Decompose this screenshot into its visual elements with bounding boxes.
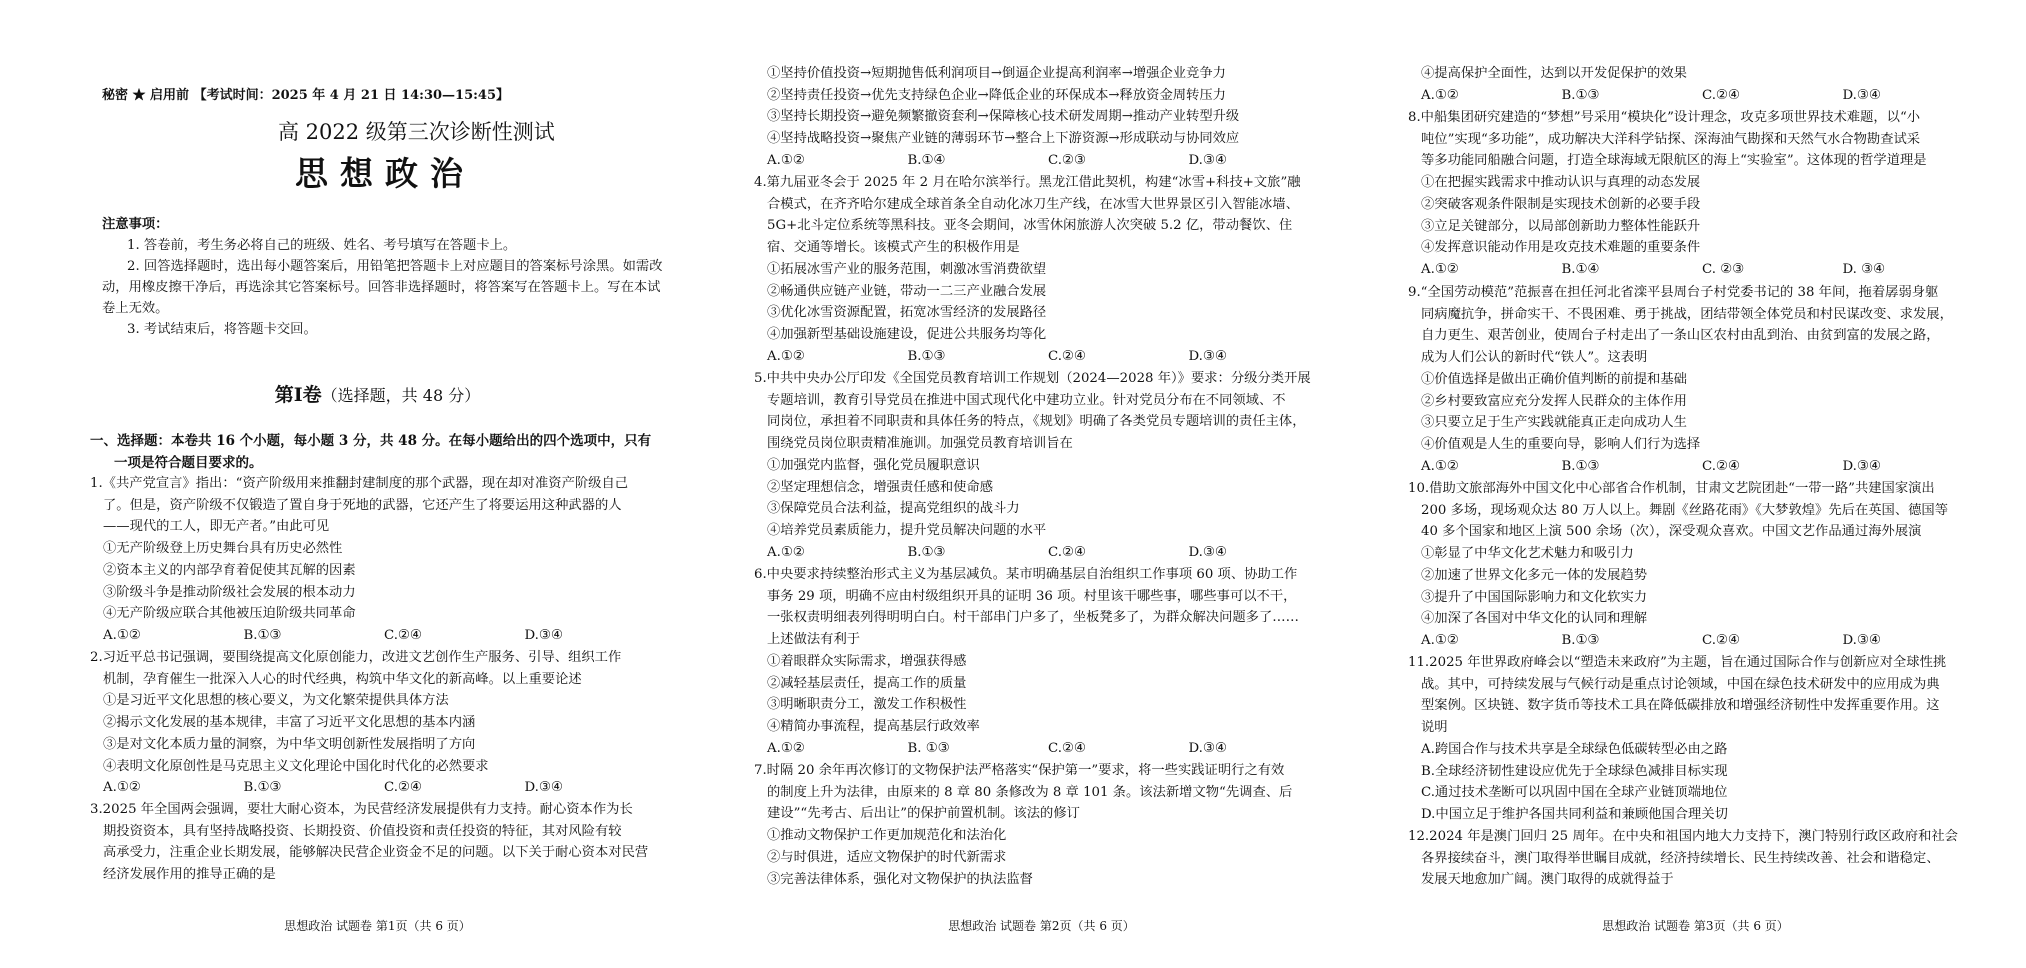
question-stem: 6.中央要求持续整治形式主义为基层减负。某市明确基层自治组织工作事项 60 项、协助工作 [754,567,1298,582]
notice-item: 1. 答卷前，考生务必将自己的班级、姓名、考号填写在答题卡上。 [127,238,517,253]
statement-item: ②突破客观条件限制是实现技术创新的必要手段 [1421,196,1701,212]
statement-item: ②坚持责任投资→优先支持绿色企业→降低企业的环保成本→释放资金周转压力 [767,87,1226,103]
question-stem: 事务 29 项，明确不应由村级组织开具的证明 36 项。村里该干哪些事，哪些事可以不干， [767,588,1297,604]
question-stem: 7.时隔 20 余年再次修订的文物保护法严格落实“保护第一”要求，将一些实践证明行之有效 [754,763,1285,778]
question-stem: 上述做法有利于 [767,632,861,648]
statement-item: ②加速了世界文化多元一体的发展趋势 [1421,567,1648,583]
question-3 [90,799,665,886]
question-12 [1408,826,1983,891]
option-d: D.③④ [524,780,563,796]
question-stem: 200 多场，现场观众达 80 万人以上。舞剧《丝路花雨》《大梦敦煌》先后在英国、德国等 [1421,502,1949,518]
option-c: C. ②③ [1702,261,1744,277]
answer-options [754,346,1329,368]
option-d: D.③④ [1188,152,1227,168]
question-stem: 4.第九届亚冬会于 2025 年 2 月在哈尔滨举行。黑龙江借此契机，构建“冰雪+科技+文旅”融 [754,175,1301,190]
option-d: D.③④ [1842,632,1881,648]
statement-item: ①是习近平文化思想的核心要义，为文化繁荣提供具体方法 [103,693,449,709]
exam-subtitle: 高 2022 级第三次诊断性测试 [278,120,555,144]
statement-item: ④价值观是人生的重要向导，影响人们行为选择 [1421,436,1701,452]
question-stem: 9.“全国劳动模范”范振喜在担任河北省滦平县周台子村党委书记的 38 年间，拖着孱弱身躯 [1408,285,1939,300]
statement-item: ①着眼群众实际需求，增强获得感 [767,653,967,669]
option-item: C.通过技术垄断可以巩固中国在全球产业链顶端地位 [1421,785,1728,801]
option-b: B.①④ [1561,261,1600,277]
statement-item: ②与时俱进，适应文物保护的时代新需求 [767,849,1007,865]
statement-item: ③是对文化本质力量的洞察，为中华文明创新性发展指明了方向 [103,736,476,752]
option-c: C.②④ [384,780,422,796]
question-stem: 11.2025 年世界政府峰会以“塑造未来政府”为主题，旨在通过国际合作与创新应对全球性挑 [1408,655,1947,670]
question-stem: 机制，孕育催生一批深入人心的时代经典，构筑中华文化的新高峰。以上重要论述 [103,671,582,687]
statement-item: ③坚持长期投资→避免频繁撤资套利→保障核心技术研发周期→推动产业转型升级 [767,109,1240,125]
option-d: D.③④ [1842,87,1881,103]
option-item: A.跨国合作与技术共享是全球绿色低碳转型必由之路 [1421,741,1728,757]
option-c: C.②③ [1048,152,1086,168]
question-7-continued [1408,63,1983,106]
option-b: B.①③ [243,627,282,643]
section-line: 一项是符合题目要求的。 [114,455,263,471]
statement-item: ②揭示文化发展的基本规律，丰富了习近平文化思想的基本内涵 [103,715,476,731]
statement-item: ④精简办事流程，提高基层行政效率 [767,718,980,734]
statement-item: ①拓展冰雪产业的服务范围，刺激冰雪消费欲望 [767,261,1047,277]
page-footer: 思想政治 试题卷 第2页（共 6 页） [948,919,1135,933]
option-a: A.①② [767,348,805,364]
question-stem: 期投资资本，具有坚持战略投资、长期投资、价值投资和责任投资的特征，其对风险有较 [103,823,622,839]
exam-page-2 [754,0,1329,968]
option-a: A.①② [1421,632,1459,648]
statement-item: ①在把握实践需求中推动认识与真理的动态发展 [1421,175,1701,191]
answer-options [1408,630,1983,652]
option-item: D.中国立足于维护各国共同利益和兼顾他国合理关切 [1421,806,1728,822]
exam-title: 思想政治 [295,154,475,193]
option-b: B.①③ [1561,632,1600,648]
statement-item: ④无产阶级应联合其他被压迫阶级共同革命 [103,606,356,622]
question-stem: 经济发展作用的推导正确的是 [103,867,276,883]
question-5 [754,368,1329,563]
question-stem: 一张权责明细表列得明明白白。村干部串门户多了，坐板凳多了，为群众解决问题多了…… [767,610,1299,626]
option-a: A.①② [767,152,805,168]
notice-item: 3. 考试结束后，将答题卡交回。 [127,322,317,337]
question-stem: 发展天地愈加广阔。澳门取得的成就得益于 [1421,872,1674,888]
question-11 [1408,652,1983,826]
question-6 [754,564,1329,759]
question-stem: 同岗位，承担着不同职责和具体任务的特点，《规划》明确了各类党员专题培训的责任主体， [767,414,1306,430]
page-footer: 思想政治 试题卷 第3页（共 6 页） [1602,919,1789,933]
answer-options [754,542,1329,564]
question-stem: ——现代的工人，即无产者。”由此可见 [103,519,330,535]
exam-page-1 [90,0,665,968]
option-d: D.③④ [1188,740,1227,756]
question-3-continued [754,63,1329,172]
statement-item: ①坚持价值投资→短期抛售低利润项目→倒逼企业提高利润率→增强企业竞争力 [767,66,1226,81]
answer-options [1408,85,1983,107]
statement-item: ②乡村要致富应充分发挥人民群众的主体作用 [1421,393,1687,409]
option-b: B.①③ [243,780,282,796]
option-d: D.③④ [1188,544,1227,560]
statement-item: ③提升了中国国际影响力和文化软实力 [1421,589,1648,605]
statement-item: ③阶级斗争是推动阶级社会发展的根本动力 [103,584,356,600]
question-stem: 等多功能同船融合问题，打造全球海域无限航区的海上“实验室”。这体现的哲学道理是 [1421,153,1927,169]
question-2 [90,647,665,799]
question-stem: 成为人们公认的新时代“铁人”。这表明 [1421,350,1648,366]
question-stem: 5.中共中央办公厅印发《全国党员教育培训工作规划（2024—2028 年）》要求：分级分类开展 [754,371,1311,386]
statement-item: ②减轻基层责任，提高工作的质量 [767,675,967,691]
notice-heading: 注意事项： [102,217,169,232]
statement-item: ①价值选择是做出正确价值判断的前提和基础 [1421,371,1687,387]
statement-item: ④加深了各国对中华文化的认同和理解 [1421,611,1648,627]
question-stem: 战。其中，可持续发展与气候行动是重点讨论领域，中国在绿色技术研发中的应用成为典 [1421,676,1940,692]
question-stem: 专题培训，教育引导党员在推进中国式现代化中建功立业。针对党员分布在不同领域、不 [767,392,1286,408]
statement-item: ③只要立足于生产实践就能真正走向成功人生 [1421,415,1687,431]
question-stem: 了。但是，资产阶级不仅锻造了置自身于死地的武器，它还产生了将要运用这种武器的人 [103,497,622,513]
option-a: A.①② [767,544,805,560]
answer-options [90,625,665,647]
option-b: B.①③ [1561,87,1600,103]
statement-item: ④提高保护全面性，达到以开发促保护的效果 [1421,66,1687,81]
statement-item: ①加强党内监督，强化党员履职意识 [767,457,980,473]
question-stem: 型案例。区块链、数字货币等技术工具在降低碳排放和增强经济韧性中发挥重要作用。这 [1421,698,1940,714]
part-heading [90,380,665,407]
question-stem: 合模式，在齐齐哈尔建成全球首条全自动化冰刀生产线，在冰雪大世界景区引入智能冰墙、 [767,196,1299,212]
statement-item: ③保障党员合法利益，提高党组织的战斗力 [767,501,1020,517]
exam-page-3 [1408,0,1983,968]
statement-item: ③优化冰雪资源配置，拓宽冰雪经济的发展路径 [767,305,1047,321]
part-title: 第Ⅰ卷 [274,384,322,406]
statement-item: ③完善法律体系，强化对文物保护的执法监督 [767,871,1033,887]
statement-item: ③立足关键部分，以局部创新助力整体性能跃升 [1421,218,1701,234]
question-stem: 5G+北斗定位系统等黑科技。亚冬会期间，冰雪休闲旅游人次突破 5.2 亿，带动餐饮、住 [767,218,1293,234]
statement-item: ④发挥意识能动作用是攻克技术难题的重要条件 [1421,240,1701,256]
statement-item: ②资本主义的内部孕育着促使其瓦解的因素 [103,562,356,578]
option-a: A.①② [767,740,805,756]
option-c: C.②④ [1702,632,1740,648]
answer-options [1408,259,1983,281]
option-b: B.①③ [907,348,946,364]
question-stem: 1.《共产党宣言》指出：“资产阶级用来推翻封建制度的那个武器，现在却对准资产阶级自己 [90,476,629,491]
statement-item: ①彰显了中华文化艺术魅力和吸引力 [1421,546,1634,562]
question-stem: 说明 [1421,720,1448,736]
exam-time-line: 秘密 ★ 启用前 【考试时间：2025 年 4 月 21 日 14:30—15:45】 [102,88,510,103]
answer-options [754,738,1329,760]
option-c: C.②④ [1702,458,1740,474]
option-b: B.①③ [1561,458,1600,474]
page-footer: 思想政治 试题卷 第1页（共 6 页） [284,919,471,933]
option-c: C.②④ [1048,544,1086,560]
statement-item: ④培养党员素质能力，提升党员解决问题的水平 [767,522,1047,538]
question-stem: 8.中船集团研究建造的“梦想”号采用“模块化”设计理念，攻克多项世界技术难题，以“小 [1408,110,1921,125]
question-stem: 2.习近平总书记强调，要围绕提高文化原创能力，改进文艺创作生产服务、引导、组织工作 [90,650,622,665]
option-a: A.①② [103,627,141,643]
question-stem: 建设”“先考古、后出让”的保护前置机制。该法的修订 [767,806,1080,822]
statement-item: ④表明文化原创性是马克思主义文化理论中国化时代化的必然要求 [103,758,489,774]
option-item: B.全球经济韧性建设应优先于全球绿色减排目标实现 [1421,763,1728,779]
question-stem: 吨位”实现“多功能”，成功解决大洋科学钻探、深海油气勘探和天然气水合物勘查试采 [1421,131,1921,147]
statement-item: ①推动文物保护工作更加规范化和法治化 [767,828,1007,844]
question-1 [90,473,665,647]
question-stem: 宿、交通等增长。该模式产生的积极作用是 [767,240,1020,256]
question-stem: 同病魔抗争，拼命实干、不畏困难、勇于挑战，团结带领全体党员和村民谋改变、求发展， [1421,306,1953,322]
question-8 [1408,107,1983,281]
answer-options [1408,456,1983,478]
statement-item: ④加强新型基础设施建设，促进公共服务均等化 [767,326,1047,342]
question-4 [754,172,1329,367]
option-a: A.①② [1421,261,1459,277]
option-b: B.①④ [907,152,946,168]
notice-block [102,214,665,340]
option-b: B.①③ [907,544,946,560]
section-instructions [90,430,665,474]
question-9 [1408,282,1983,477]
question-stem: 围绕党员岗位职责精准施训。加强党员教育培训旨在 [767,436,1073,452]
option-a: A.①② [103,780,141,796]
option-d: D. ③④ [1842,261,1885,277]
option-c: C.②④ [1048,348,1086,364]
answer-options [90,777,665,799]
part-note: （选择题，共 48 分） [321,386,481,405]
question-stem: 40 多个国家和地区上演 500 余场（次），深受观众喜欢。中国文艺作品通过海外展演 [1421,524,1922,540]
question-stem: 高承受力，注重企业长期发展，能够解决民营企业资金不足的问题。以下关于耐心资本对民营 [103,845,649,861]
question-10 [1408,478,1983,652]
question-stem: 3.2025 年全国两会强调，要壮大耐心资本，为民营经济发展提供有力支持。耐心资本作为长 [90,802,633,817]
question-stem: 的制度上升为法律，由原来的 8 章 80 条修改为 8 章 101 条。该法新增文物“先调查、后 [767,784,1293,800]
option-d: D.③④ [1188,348,1227,364]
option-a: A.①② [1421,458,1459,474]
option-d: D.③④ [524,627,563,643]
question-stem: 12.2024 年是澳门回归 25 周年。在中央和祖国内地大力支持下，澳门特别行政区政府和社会 [1408,829,1958,844]
option-b: B. ①③ [907,740,950,756]
statement-item: ③明晰职责分工，激发工作积极性 [767,697,967,713]
option-c: C.②④ [384,627,422,643]
statement-item: ②坚定理想信念，增强责任感和使命感 [767,479,994,495]
notice-item: 2. 回答选择题时，选出每小题答案后，用铅笔把答题卡上对应题目的答案标号涂黑。如需改动，用橡皮擦干净后，再选涂其它答案标号。回答非选择题时，将答案写在答题卡上。写在本试卷上无效。 [102,259,663,316]
option-d: D.③④ [1842,458,1881,474]
statement-item: ①无产阶级登上历史舞台具有历史必然性 [103,541,343,557]
option-c: C.②④ [1048,740,1086,756]
option-c: C.②④ [1702,87,1740,103]
statement-item: ②畅通供应链产业链，带动一二三产业融合发展 [767,283,1047,299]
answer-options [754,150,1329,172]
question-stem: 自力更生、艰苦创业，使周台子村走出了一条山区农村由乱到治、由贫到富的发展之路， [1421,328,1940,344]
section-line: 一、选择题：本卷共 16 个小题，每小题 3 分，共 48 分。在每小题给出的四个选项中，只有 [90,433,652,449]
question-stem: 10.借助文旅部海外中国文化中心部省合作机制，甘肃文艺院团赴“一带一路”共建国家演出 [1408,481,1935,496]
statement-item: ④坚持战略投资→聚焦产业链的薄弱环节→整合上下游资源→形成联动与协同效应 [767,131,1240,147]
question-stem: 各界接续奋斗，澳门取得举世瞩目成就，经济持续增长、民生持续改善、社会和谐稳定、 [1421,850,1940,866]
question-7 [754,760,1329,890]
option-a: A.①② [1421,87,1459,103]
